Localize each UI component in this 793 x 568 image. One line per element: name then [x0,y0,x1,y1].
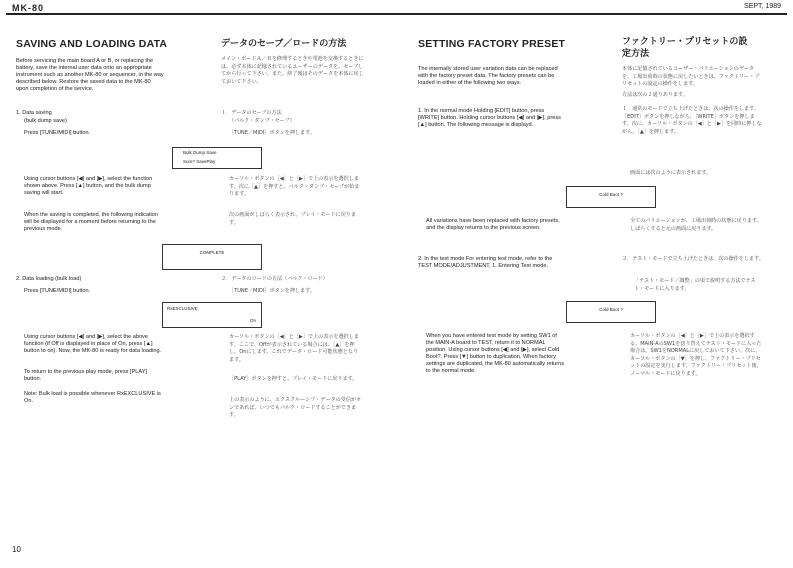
right-title-jp: ファクトリー・プリセットの設定方法 [622,37,748,59]
right-step1-en: 1. In the normal mode Holding [EDIT] button, press [WRITE] button. Holding cursor buttons [◀] and [▶], press [▲] button. The following message is displayd. [418,108,561,128]
lcd-line: Bulk Dump Save [183,150,217,155]
lcd-line: On [249,318,256,323]
left-step2-action-jp: ［TUNE／MIDI］ボタンを押します。 [229,288,315,294]
right-step2-jp2: 「テスト・モード／調整」の項で説明する方法でテスト・モードに入ります。 [634,278,756,292]
left-title-jp: データのセーブ／ロードの方法 [221,39,347,49]
lcd-rxexclusive [162,302,262,328]
left-step1-sub-jp: （バルク・ダンプ・セーブ） [229,118,295,124]
right-intro-jp2: 方法は次の２通りあります。 [622,92,688,98]
left-complete-jp: 次の画面がしばらく表示され、プレイ・モードに戻ります。 [229,212,356,226]
lcd-complete [162,244,262,270]
left-step1-action-en: Press [TUNE/MIDI] button. [24,130,91,136]
right-title-en: SETTING FACTORY PRESET [418,38,566,50]
right-step2-en: 2. In the test mode For entering test mode, refer to the TEST MODE/ADJUSTMENT, 1. Entering Test mode. [418,256,553,269]
right-testmode-en: When you have entered test mode by setting SW1 of the MAIN-A board to TEST, return it to NORMAL position. Using cursor buttons [◀] and [▶], select Cold Boot?. Press [▼] button to duplication. When factory settings are duplicated, the MK-80 automatically returns to the normal mode. [426,333,565,374]
left-intro-jp: メイン・ボードＡ／Ｂを修理するときや電池を交換するときには、必ず本体に記憶されているユーザーのデータを、セーブしてから行って下さい。また、終了後はそのデータを本体に戻しておいて下さい。 [221,56,364,85]
model-name: MK-80 [12,3,45,13]
left-title-en: SAVING AND LOADING DATA [16,38,168,50]
lcd-cold-boot-2 [566,301,656,323]
left-cursor-en: Using cursor buttons [◀] and [▶], select the function shown above. Press [▲] button, and the bulk dump saving will start. [24,176,153,196]
left-step2-action-en: Press [TUNE/MIDI] button. [24,288,91,294]
left-step1-sub-en: (bulk dump save) [24,118,67,124]
right-intro-jp: 本体に記憶されているユーザー・バリエーションのデータを、工場出荷時の状態に戻したいときは、ファクトリー・プリセットの設定の操作をします。 [622,66,760,88]
left-return-jp: ［PLAY］ボタンを押すと、プレイ・モードに戻ります。 [229,376,358,382]
left-note-en: Note: Bulk load is possible whenever RxEXCLUSIVE is On. [24,391,161,404]
document-date: SEPT, 1989 [744,3,781,10]
lcd-line: Cold Boot ? [599,192,623,197]
left-step1-action-jp: ［TUNE／MIDI］ボタンを押します。 [229,130,315,136]
lcd-cold-boot-1 [566,186,656,208]
right-step2-jp: ２．テスト・モードで立ち上げたときは、次の操作をします。 [622,256,764,262]
lcd-line: RxEXCLUSIVE [167,306,198,311]
left-intro-en: Before servicing the main board A or B, or replacing the battery, save the internal user data onto an appropriate instrument such as another MK-80 or sequencer, in the way described below. Restore the saved data to the MK-80 upon completion of the service. [16,58,164,92]
lcd-bulk-dump-save [172,147,262,169]
right-step1-jp2: 画面には次のように表示されます。 [630,170,712,176]
left-note-jp: 上の表示のように、エクスクルーシブ・データの受信がオンであれば、いつでもバルク・ロードすることができます。 [229,397,362,419]
header-rule [6,13,787,15]
left-load-jp: カーソル・ボタンの［◀］と［▶］で上の表示を選択します。ここで、Offが表示されている場合には、［▲］を押し、Onにします。これでデータ・ロード可能状態となります。 [229,334,359,363]
lcd-line: COMPLETE [199,250,225,255]
left-step1-heading-en: 1. Data saving [16,110,52,116]
left-step2-heading-jp: ２．データのロードの方法（バルク・ロード） [221,276,328,282]
right-replaced-jp: 全てのバリエーションが、工場出荷時の状態に戻ります。しばらくすると元の画面に戻ります。 [630,218,762,232]
left-complete-en: When the saving is completed, the following indication will be displayed for a moment before returning to the previous mode. [24,212,159,232]
lcd-line: Cold Boot ? [599,307,623,312]
right-intro-en: The internally stored user variation data can be replaced with the factory preset data. The factory presets can be loaded in either of the following two ways. [418,66,558,86]
right-step1-jp: １．通常のモードで立ち上げたときは、次の操作をします。［EDIT］ボタンを押しながら、［WRITE］ボタンを押します。次に、カーソル・ボタンの［◀］と［▶］を同時に押しながら、［▲］を押します。 [622,106,762,135]
left-cursor-jp: カーソル・ボタンの［◀］と［▶］で上の表示を選択します。次に［▲］を押すと、バルク・ダンプ・セーブが始まります。 [229,176,360,198]
right-replaced-en: All variations have been replaced with factory presets, and the display returns to the previous screen. [426,218,560,231]
lcd-line: Sure? SavePlay [183,159,216,164]
left-step1-heading-jp: １．データのセーブの方法 [221,110,282,116]
left-step2-heading-en: 2. Data loading (bulk load) [16,276,82,282]
right-testmode-jp: カーソル・ボタンの［◀］と［▶］で上の表示を選択する。MAIN-AのSW1を切り替えてテスト・モードに入った場合は、SW1をNORMALに戻しておいて下さい。次に、カーソル・ボタンの［▼］を押し、ファクトリー・プリセットの設定を実行します。ファクトリー・プリセット後、ノーマル・モードに戻ります。 [630,333,762,377]
left-return-en: To return to the previous play mode, press [PLAY] button. [24,369,148,382]
left-load-en: Using cursor buttons [◀] and [▶], select the above function (if Off is displayed in place of On, press [▲] button to on). Now, the MK-80 is ready for data loading. [24,334,162,354]
page-number: 10 [12,545,21,554]
